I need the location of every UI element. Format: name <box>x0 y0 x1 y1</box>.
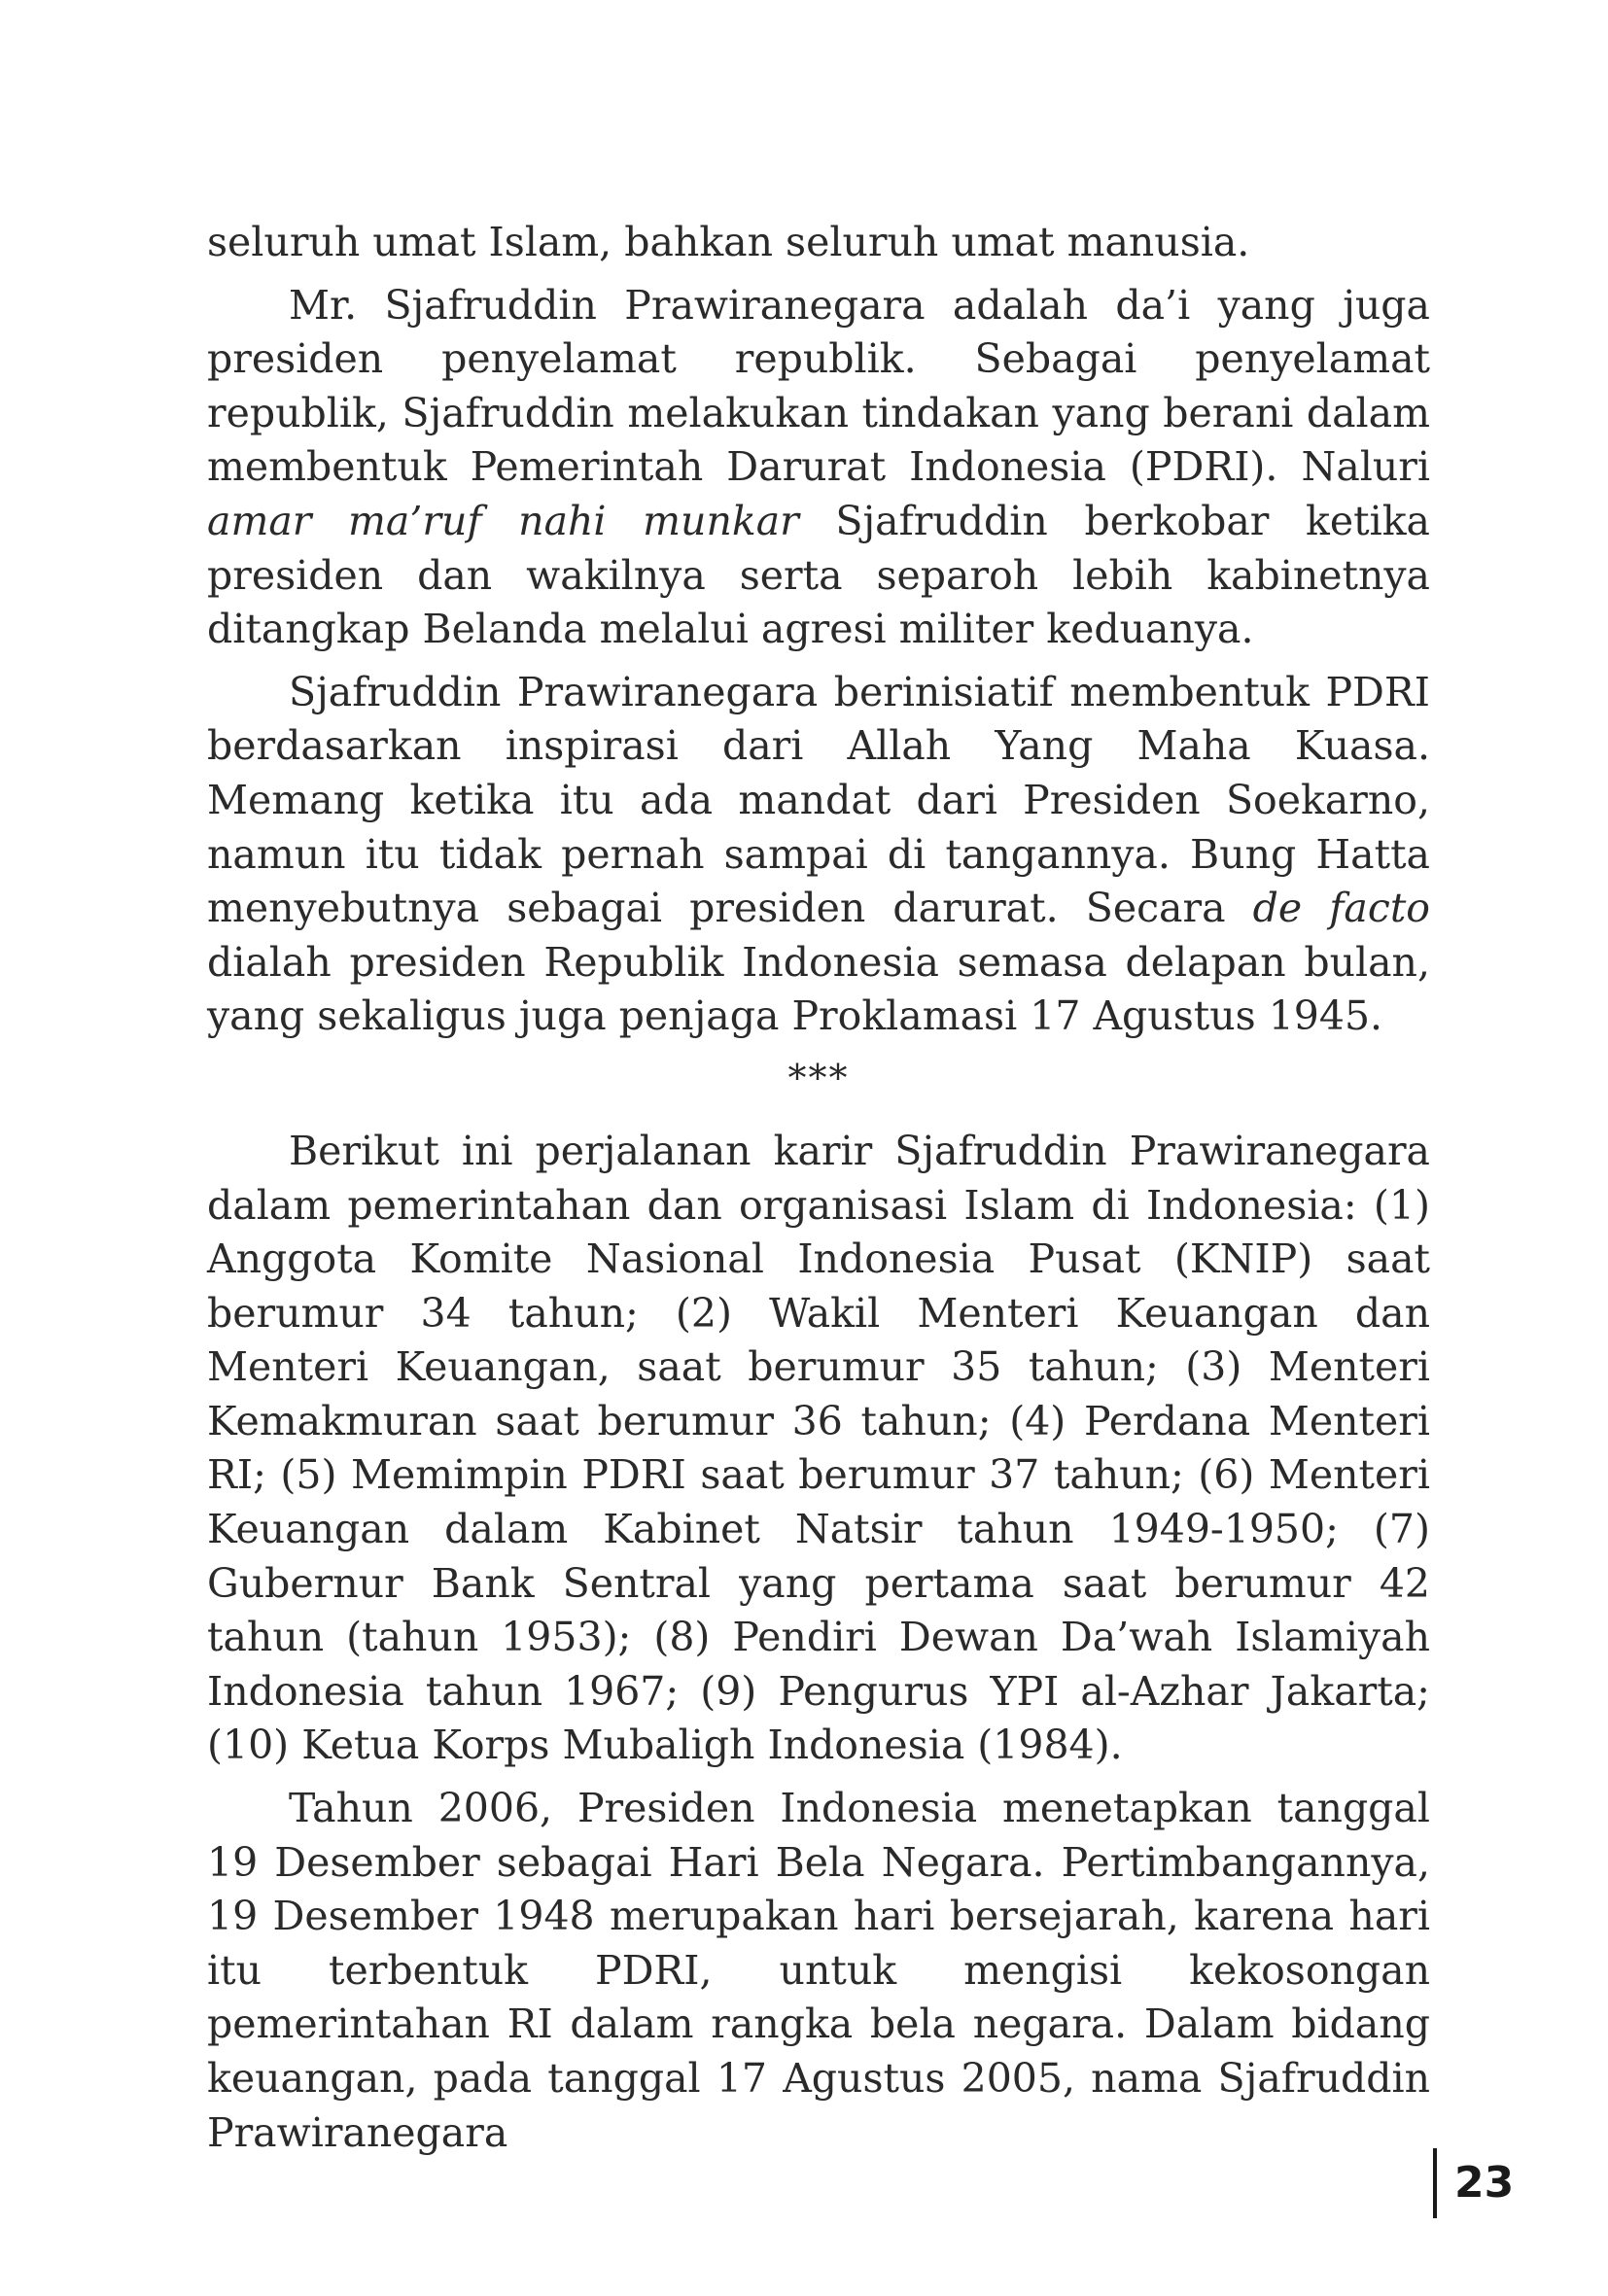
paragraph-text: Sjafruddin Prawiranegara berinisiatif membentuk PDRI berdasarkan inspirasi dari Allah Yang Maha Kuasa. Memang ketika itu ada mandat dari Presiden Soekarno, namun itu tidak pernah sampai di tangannya. Bung Hatta menyebutnya sebagai presiden darurat. Secara <box>207 668 1430 932</box>
paragraph-continuation: seluruh umat Islam, bahkan seluruh umat manusia. <box>207 219 1250 265</box>
paragraph-text: dialah presiden Republik Indonesia semasa delapan bulan, yang sekaligus juga penjaga Proklamasi 17 Agustus 1945. <box>207 938 1430 1040</box>
paragraph-text: Sjafruddin berkobar ketika presiden dan wakilnya serta separoh lebih kabinetnya ditangkap Belanda melalui agresi militer keduanya. <box>207 497 1430 653</box>
italic-phrase: de facto <box>1252 885 1430 932</box>
paragraph-dai-president <box>207 279 1430 657</box>
paragraph-text: Mr. Sjafruddin Prawiranegara adalah da’i yang juga presiden penyelamat republik. Sebagai penyelamat republik, Sjafruddin melakukan tindakan yang berani dalam membentuk Pemerintah Darurat Indonesia (PDRI). Naluri <box>207 281 1430 491</box>
paragraph-pdri-initiative <box>207 666 1430 1044</box>
italic-phrase: amar ma’ruf nahi munkar <box>207 497 799 544</box>
paragraph-career: Berikut ini perjalanan karir Sjafruddin Prawiranegara dalam pemerintahan dan organisasi Islam di Indonesia: (1) Anggota Komite Nasional Indonesia Pusat (KNIP) saat berumur 34 tahun; (2) Wakil Menteri Keuangan dan Menteri Keuangan, saat berumur 35 tahun; (3) Menteri Kemakmuran saat berumur 36 tahun; (4) Perdana Menteri RI; (5) Memimpin PDRI saat berumur 37 tahun; (6) Menteri Keuangan dalam Kabinet Natsir tahun 1949-1950; (7) Gubernur Bank Sentral yang pertama saat berumur 42 tahun (tahun 1953); (8) Pendiri Dewan Da’wah Islamiyah Indonesia tahun 1967; (9) Pengurus YPI al-Azhar Jakarta; (10) Ketua Korps Mubaligh Indonesia (1984). <box>207 1127 1430 1769</box>
paragraph-bela-negara: Tahun 2006, Presiden Indonesia menetapkan tanggal 19 Desember sebagai Hari Bela Negara. Pertimbangannya, 19 Desember 1948 merupakan hari bersejarah, karena hari itu terbentuk PDRI, untuk mengisi kekosongan pemerintahan RI dalam rangka bela negara. Dalam bidang keuangan, pada tanggal 17 Agustus 2005, nama Sjafruddin Prawiranegara <box>207 1785 1430 2156</box>
section-separator: *** <box>787 1056 850 1099</box>
page-body <box>207 216 1430 2160</box>
page-number: 23 <box>1433 2148 1514 2218</box>
